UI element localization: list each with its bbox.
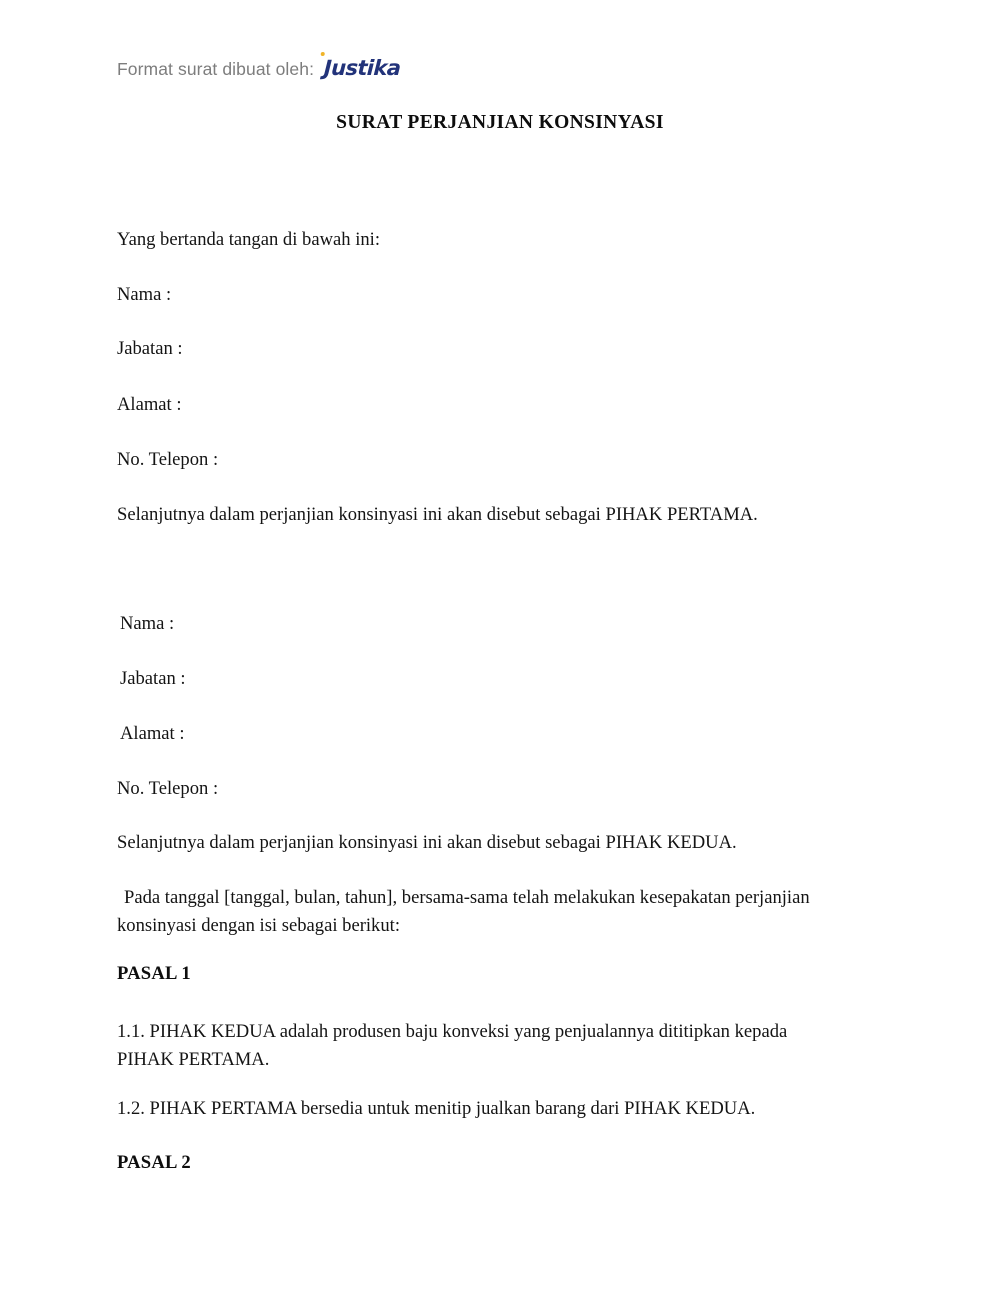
section-heading-pasal-1: PASAL 1 [117, 963, 191, 984]
second-party-designation: Selanjutnya dalam perjanjian konsinyasi ini akan disebut sebagai PIHAK KEDUA. [117, 832, 737, 853]
second-party-field-telepon: No. Telepon : [117, 778, 219, 799]
justika-logo [321, 56, 401, 80]
second-party-field-jabatan: Jabatan : [120, 668, 186, 689]
first-party-field-telepon: No. Telepon : [117, 449, 219, 470]
page-title: SURAT PERJANJIAN KONSINYASI [336, 112, 664, 133]
first-party-field-nama: Nama : [117, 284, 172, 305]
first-party-designation: Selanjutnya dalam perjanjian konsinyasi ini akan disebut sebagai PIHAK PERTAMA. [117, 504, 758, 525]
clause-1-1: 1.1. PIHAK KEDUA adalah produsen baju konveksi yang penjualannya dititipkan kepada PIHAK PERTAMA. [117, 1021, 788, 1070]
section-heading-pasal-2: PASAL 2 [117, 1152, 191, 1173]
first-party-field-alamat: Alamat : [117, 394, 182, 415]
brand-header [117, 56, 400, 80]
brand-credit-label: Format surat dibuat oleh: [117, 59, 315, 79]
agreement-intro-paragraph: Pada tanggal [tanggal, bulan, tahun], bersama-sama telah melakukan kesepakatan perjanjian konsinyasi dengan isi sebagai berikut: [117, 887, 810, 936]
second-party-field-nama: Nama : [120, 613, 175, 634]
second-party-field-alamat: Alamat : [120, 723, 185, 744]
clause-1-2: 1.2. PIHAK PERTAMA bersedia untuk menitip jualkan barang dari PIHAK KEDUA. [117, 1098, 756, 1119]
justika-logo-text: Justika [323, 56, 402, 80]
lead-in-text: Yang bertanda tangan di bawah ini: [117, 229, 381, 250]
first-party-field-jabatan: Jabatan : [117, 338, 183, 359]
